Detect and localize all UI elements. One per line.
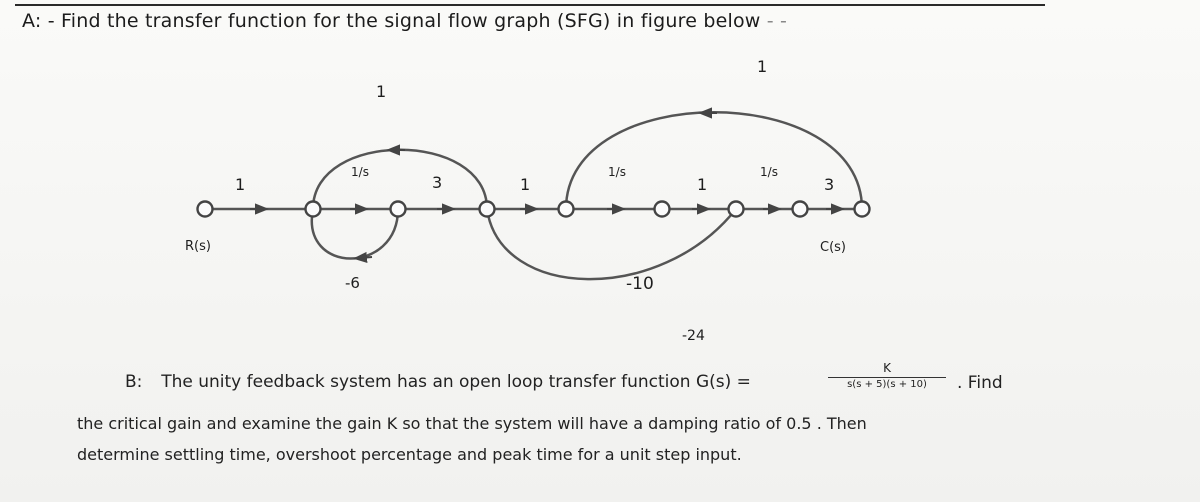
upper-loop-right bbox=[566, 112, 862, 209]
node-7 bbox=[729, 202, 744, 217]
output-label: C(s) bbox=[820, 240, 846, 255]
node-6 bbox=[655, 202, 670, 217]
transfer-function-fraction bbox=[828, 360, 946, 391]
question-b-line2-text: the critical gain and examine the gain K so that the system will have a damping ratio of 0.5 bbox=[77, 414, 812, 433]
gain-upper-loop-left: 1 bbox=[376, 82, 387, 101]
question-a-dashes: - - bbox=[766, 10, 788, 32]
node-8 bbox=[793, 202, 808, 217]
gain-integrator-3: 1/s bbox=[760, 165, 778, 179]
gain-forward-2: 3 bbox=[432, 173, 443, 192]
gain-forward-5: 3 bbox=[824, 175, 835, 194]
node-5 bbox=[559, 202, 574, 217]
lower-loop-24 bbox=[566, 209, 862, 311]
node-3 bbox=[391, 202, 406, 217]
question-a-label: A: bbox=[22, 10, 42, 32]
gain-forward-4: 1 bbox=[697, 175, 708, 194]
node-input bbox=[198, 202, 213, 217]
question-b-line1-text: The unity feedback system has an open loop transfer function G(s) = bbox=[161, 372, 751, 392]
question-a-text: - Find the transfer function for the signal flow graph (SFG) in figure below bbox=[47, 10, 761, 32]
question-b-line3: determine settling time, overshoot percentage and peak time for a unit step input. bbox=[77, 445, 742, 464]
gain-forward-3: 1 bbox=[520, 175, 531, 194]
gain-upper-loop-right: 1 bbox=[757, 57, 768, 76]
lower-loop-10 bbox=[487, 209, 736, 279]
gain-integrator-2: 1/s bbox=[608, 165, 626, 179]
node-output bbox=[855, 202, 870, 217]
gain-lower-loop-24: -24 bbox=[682, 328, 705, 344]
gain-lower-loop-6: -6 bbox=[345, 274, 360, 292]
upper-loop-left bbox=[313, 150, 487, 209]
tf-denominator: s(s + 5)(s + 10) bbox=[847, 379, 927, 390]
question-b-find: . Find bbox=[957, 373, 1003, 393]
gain-integrator-1: 1/s bbox=[351, 165, 369, 179]
sfg-labels bbox=[185, 57, 846, 344]
node-2 bbox=[306, 202, 321, 217]
tf-numerator: K bbox=[883, 361, 891, 375]
question-b-line2-post: . Then bbox=[816, 414, 867, 433]
question-b-line1 bbox=[125, 372, 751, 392]
gain-forward-1: 1 bbox=[235, 175, 246, 194]
question-b-label: B: bbox=[125, 372, 143, 392]
question-b-line2 bbox=[77, 414, 867, 433]
node-4 bbox=[480, 202, 495, 217]
loop-arrows bbox=[360, 113, 717, 258]
gain-lower-loop-10: -10 bbox=[626, 274, 654, 294]
input-label: R(s) bbox=[185, 239, 211, 254]
lower-loop-6 bbox=[312, 209, 398, 259]
fraction-bar bbox=[828, 377, 946, 378]
